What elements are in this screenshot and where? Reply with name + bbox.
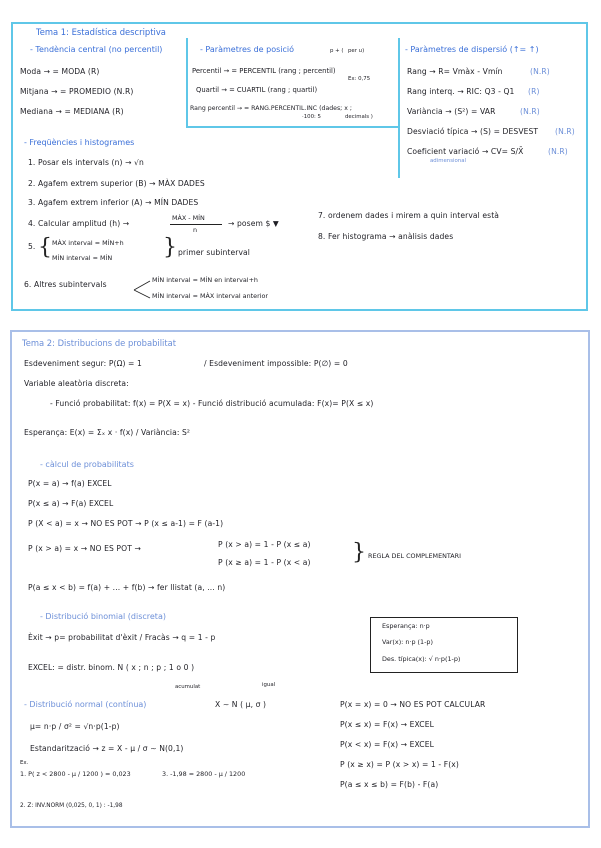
calcul-line: P(x = a) → f(a) EXCEL bbox=[28, 479, 112, 488]
ex-label: Ex. bbox=[20, 760, 29, 766]
quartil-line: Quartil → = CUARTIL (rang ; quartil) bbox=[196, 86, 318, 94]
dispersio-tag: (R) bbox=[528, 87, 540, 96]
variable-line: Variable aleatòria discreta: bbox=[24, 379, 129, 388]
freq-step-8: 8. Fer histograma → anàlisis dades bbox=[318, 232, 454, 241]
dispersio-line: Rang interq. → RIC: Q3 - Q1 bbox=[407, 87, 515, 96]
binomial-acumulat: acumulat bbox=[175, 684, 201, 690]
posicio-heading: - Paràmetres de posició bbox=[200, 45, 295, 54]
freq-step-5-label: primer subinterval bbox=[178, 248, 250, 257]
binomial-excel: EXCEL: = distr. binom. N ( x ; n ; p ; 1 o 0 ) bbox=[28, 663, 195, 672]
freq-step-5b: MÍN interval = MÍN bbox=[52, 254, 113, 262]
freq-step: → posem $ ▼ bbox=[228, 219, 279, 228]
divider bbox=[398, 38, 400, 178]
branch-lines bbox=[132, 278, 152, 302]
normal-right-line: P(a ≤ x ≤ b) = F(b) - F(a) bbox=[340, 780, 439, 789]
normal-params: μ= n·p / σ² = √n·p(1-p) bbox=[30, 722, 120, 731]
normal-notation: X ∼ N ( μ, σ ) bbox=[215, 700, 267, 709]
freq-step: 1. Posar els intervals (n) → √n bbox=[28, 158, 144, 167]
dispersio-line: Desviació típica → (S) = DESVEST bbox=[407, 127, 539, 136]
central-line: Moda → = MODA (R) bbox=[20, 67, 100, 76]
ex3: 3. -1,98 = 2800 - μ / 1200 bbox=[162, 770, 246, 778]
normal-right-line: P(x = x) = 0 → NO ES POT CALCULAR bbox=[340, 700, 486, 709]
dispersio-tag: (N.R) bbox=[520, 107, 540, 116]
freq-step-5-num: 5. bbox=[28, 242, 36, 251]
posicio-note: Ex: 0,75 bbox=[348, 76, 371, 82]
binomial-line: Èxit → p= probabilitat d'èxit / Fracàs → q = 1 - p bbox=[28, 633, 216, 642]
freq-step: 4. Calcular amplitud (h) → bbox=[28, 219, 130, 228]
right-brace: } bbox=[352, 540, 366, 565]
calcul-line: P (X < a) = x → NO ES POT → P (x ≤ a-1) = F (a-1) bbox=[28, 519, 224, 528]
posicio-note: ·100: 5 bbox=[302, 114, 321, 120]
box-var: Var(x): n·p (1-p) bbox=[382, 638, 433, 646]
dispersio-line: Variància → (S²) = VAR bbox=[407, 107, 496, 116]
freq-step-6b: MÍN interval = MÀX interval anterior bbox=[152, 292, 269, 300]
freq-step-7: 7. ordenem dades i mirem a quin interval està bbox=[318, 211, 500, 220]
freq-step-6: 6. Altres subintervals bbox=[24, 280, 107, 289]
posicio-note: p + ( bbox=[330, 48, 344, 54]
divider bbox=[186, 126, 398, 128]
calcul-line: P (x > a) = x → NO ES POT → bbox=[28, 544, 141, 553]
central-line: Mitjana → = PROMEDIO (N.R) bbox=[20, 87, 134, 96]
esperanca-line: Esperança: E(x) = Σₓ x · f(x) / Variància: S² bbox=[24, 428, 191, 437]
fraction-bar bbox=[170, 224, 222, 225]
estandaritzacio: Estandarització → z = X - μ / σ ∼ N(0,1) bbox=[30, 744, 184, 753]
left-brace: { bbox=[38, 235, 52, 260]
segur-line: Esdeveniment segur: P(Ω) = 1 bbox=[24, 359, 142, 368]
binomial-heading: - Distribució binomial (discreta) bbox=[40, 612, 166, 621]
divider bbox=[186, 38, 188, 128]
freq-step-6a: MÍN interval = MÍN en interval+h bbox=[152, 276, 258, 284]
freq-step: 2. Agafem extrem superior (B) → MÀX DADES bbox=[28, 179, 205, 188]
rang-percentil-line: Rang percentil → = RANG.PERCENTIL.INC (dades; x ; bbox=[190, 105, 352, 112]
posicio-note: decimals ) bbox=[345, 114, 373, 120]
calcul-heading: - càlcul de probabilitats bbox=[40, 460, 134, 469]
tema1-title: Tema 1: Estadística descriptiva bbox=[36, 27, 166, 37]
tema2-title: Tema 2: Distribucions de probabilitat bbox=[22, 338, 177, 348]
complement-label: REGLA DEL COMPLEMENTARI bbox=[368, 552, 461, 560]
dispersio-note: adimensional bbox=[430, 158, 467, 164]
normal-right-line: P(x < x) = F(x) → EXCEL bbox=[340, 740, 434, 749]
freq-step-5a: MÀX interval = MÍN+h bbox=[52, 239, 124, 247]
central-heading: - Tendència central (no percentil) bbox=[30, 45, 163, 54]
box-desv: Des. típica(x): √ n·p(1-p) bbox=[382, 655, 461, 663]
percentil-line: Percentil → = PERCENTIL (rang ; percentil) bbox=[192, 67, 336, 75]
impossible-line: / Esdeveniment impossible: P(∅) = 0 bbox=[204, 359, 348, 368]
calcul-line: P(x ≤ a) → F(a) EXCEL bbox=[28, 499, 114, 508]
dispersio-heading: - Paràmetres de dispersió (↑= ↑) bbox=[405, 45, 539, 54]
complement-b: P (x ≥ a) = 1 - P (x < a) bbox=[218, 558, 311, 567]
dispersio-tag: (N.R) bbox=[530, 67, 550, 76]
dispersio-line: Coeficient variació → CV= S/X̄ bbox=[407, 147, 524, 156]
central-line: Mediana → = MEDIANA (R) bbox=[20, 107, 124, 116]
dispersio-tag: (N.R) bbox=[548, 147, 568, 156]
normal-right-line: P (x ≥ x) = P (x > x) = 1 - F(x) bbox=[340, 760, 459, 769]
frequencies-heading: - Freqüències i histogrames bbox=[24, 138, 135, 147]
dispersio-line: Rang → R= Vmàx - Vmín bbox=[407, 67, 503, 76]
posicio-note: per u) bbox=[348, 48, 365, 54]
calcul-line: P(a ≤ x < b) = f(a) + ... + f(b) → fer llistat (a, ... n) bbox=[28, 583, 226, 592]
dispersio-tag: (N.R) bbox=[555, 127, 575, 136]
box-esperanca: Esperança: n·p bbox=[382, 622, 430, 630]
normal-right-line: P(x ≤ x) = F(x) → EXCEL bbox=[340, 720, 434, 729]
ex2: 2. Z: INV.NORM (0,025, 0, 1) : -1,98 bbox=[20, 803, 123, 809]
fraction-denominator: n bbox=[193, 226, 198, 234]
binomial-igual: igual bbox=[262, 682, 276, 688]
freq-step: 3. Agafem extrem inferior (A) → MÍN DADES bbox=[28, 198, 199, 207]
funcions-line: - Funció probabilitat: f(x) = P(X = x) - Funció distribució acumulada: F(x)= P(X ≤ x) bbox=[50, 399, 374, 408]
complement-a: P (x > a) = 1 - P (x ≤ a) bbox=[218, 540, 311, 549]
fraction-numerator: MÀX - MÍN bbox=[172, 214, 205, 222]
right-brace: } bbox=[163, 235, 177, 260]
ex1: 1. P( z < 2800 - μ / 1200 ) = 0,023 bbox=[20, 770, 131, 778]
normal-heading: - Distribució normal (contínua) bbox=[24, 700, 147, 709]
